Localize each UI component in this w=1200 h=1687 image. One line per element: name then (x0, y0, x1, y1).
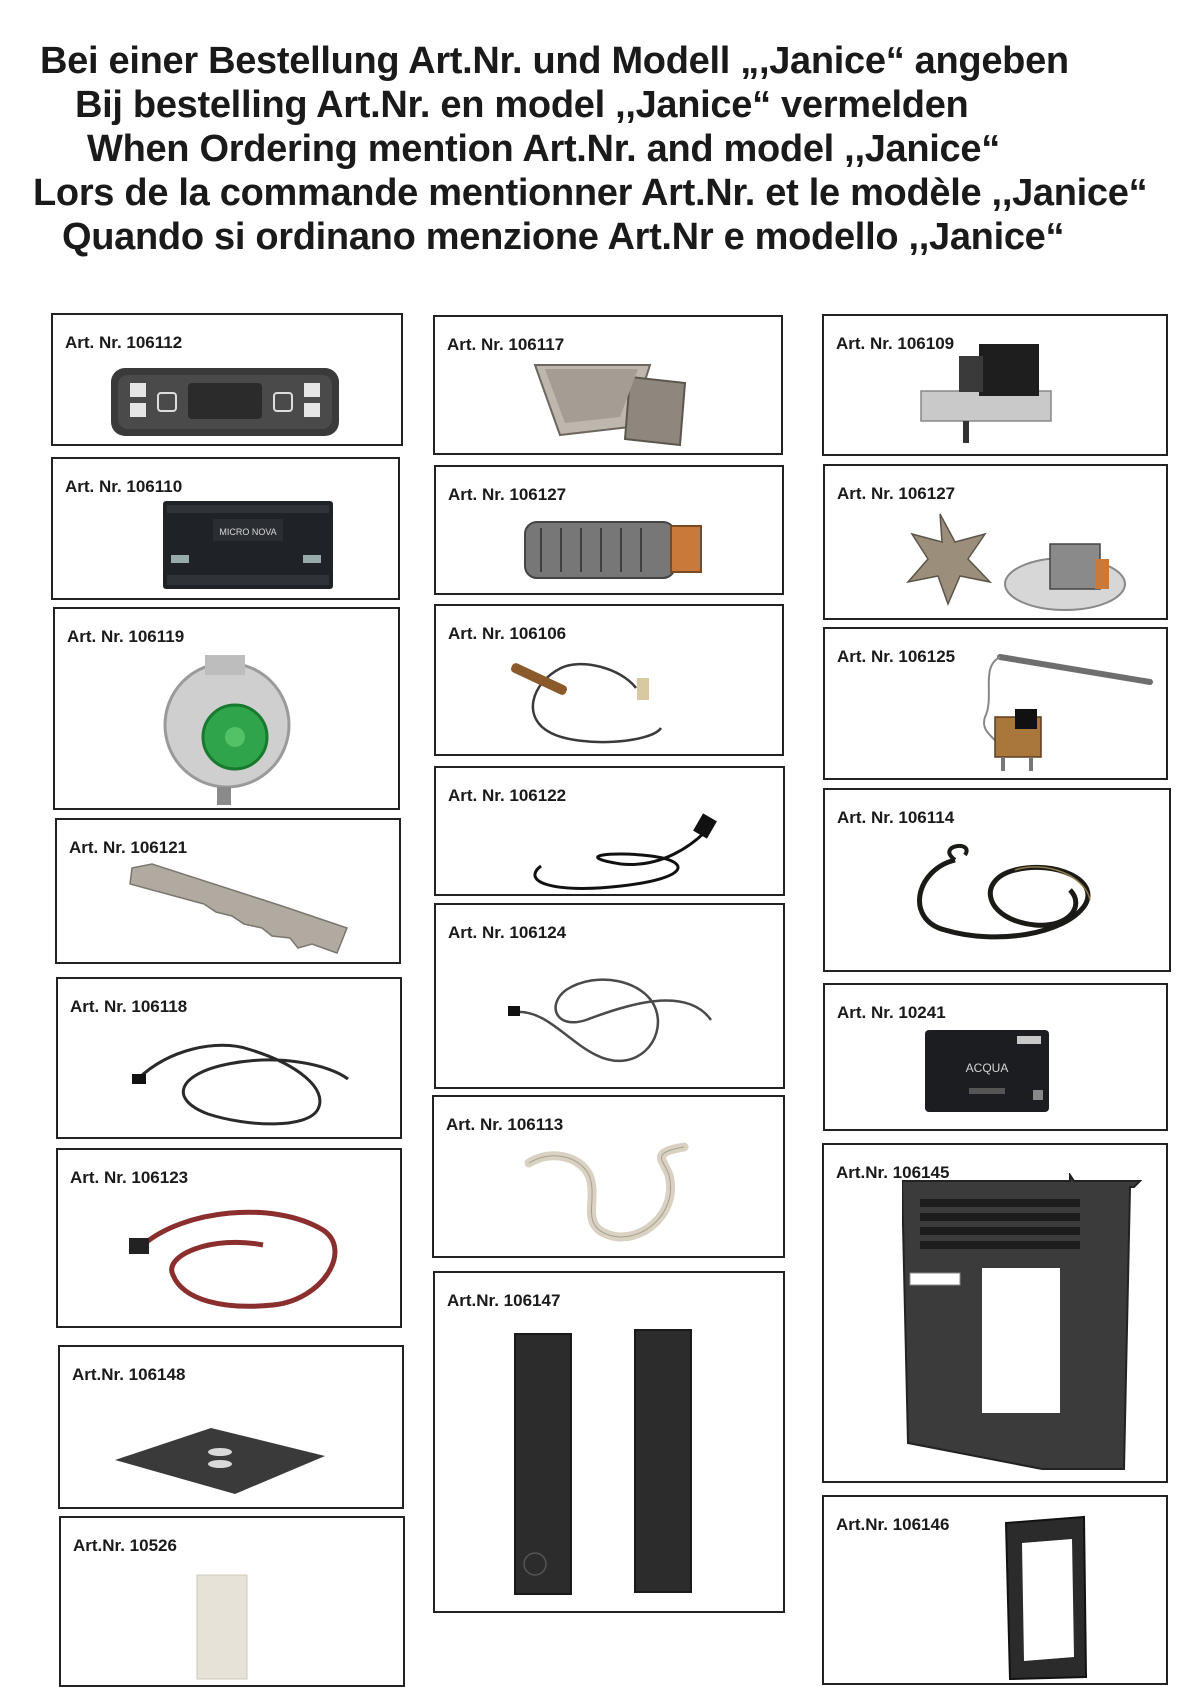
igniter-image (501, 648, 721, 753)
instruction-fr: Lors de la commande mentionner Art.Nr. et le modèle ,,Janice“ (33, 172, 1148, 214)
cover-plate-image (115, 1422, 345, 1502)
pressure-sensor-box-image (917, 1020, 1057, 1125)
part-number: Art. Nr. 106127 (837, 484, 956, 503)
power-cord-image (501, 806, 721, 896)
gasket-image (195, 1573, 250, 1683)
part-card-106118[interactable] (56, 977, 402, 1139)
part-card-106112[interactable] (51, 313, 403, 446)
part-number: Art. Nr. 106125 (837, 647, 956, 666)
part-number: Art. Nr. 106112 (65, 333, 183, 352)
part-card-106114[interactable] (823, 788, 1171, 972)
part-number: Art. Nr. 106106 (448, 624, 567, 643)
controller-brand-text: MICRO NOVA (219, 527, 277, 537)
part-card-106124[interactable] (434, 903, 785, 1089)
part-card-106127-fan[interactable] (823, 464, 1168, 620)
part-number: Art.Nr. 106148 (72, 1365, 186, 1384)
part-card-106122[interactable] (434, 766, 785, 896)
thermostat-image (975, 637, 1160, 777)
part-number: Art. Nr. 106121 (69, 838, 188, 857)
part-card-106110[interactable] (51, 457, 400, 600)
part-card-106106[interactable] (434, 604, 784, 756)
part-card-106147[interactable] (433, 1271, 785, 1613)
part-number: Art. Nr. 106113 (446, 1115, 564, 1134)
side-panels-image (505, 1328, 725, 1603)
part-number: Art. Nr. 106117 (447, 335, 565, 354)
tool-scraper-image (122, 858, 362, 963)
ribbon-cable-image (123, 1190, 363, 1325)
part-card-106127-blower[interactable] (434, 465, 784, 595)
part-number: Art.Nr. 106146 (836, 1515, 950, 1534)
part-card-106117[interactable] (433, 315, 783, 455)
control-panel-image (108, 365, 343, 440)
part-card-106146[interactable] (822, 1495, 1168, 1685)
part-card-10241[interactable] (823, 983, 1168, 1131)
instruction-de: Bei einer Bestellung Art.Nr. und Modell „,Janice“ angeben (40, 40, 1069, 82)
part-number: Art. Nr. 106110 (65, 477, 183, 496)
part-card-10526[interactable] (59, 1516, 405, 1687)
part-number: Art. Nr. 106123 (70, 1168, 189, 1187)
front-panel-image (902, 1173, 1152, 1478)
part-number: Art. Nr. 106109 (836, 334, 955, 353)
burn-pot-image (520, 357, 695, 452)
part-number: Art. Nr. 106119 (67, 627, 185, 646)
instruction-it: Quando si ordinano menzione Art.Nr e modello ,,Janice“ (62, 216, 1065, 258)
part-card-106119[interactable] (53, 607, 400, 810)
rope-gasket-image (519, 1135, 694, 1255)
part-number: Art.Nr. 106147 (447, 1291, 561, 1310)
door-seal-image (895, 830, 1115, 970)
exhaust-fan-image (900, 504, 1160, 619)
part-card-106121[interactable] (55, 818, 401, 964)
part-number: Art.Nr. 106145 (836, 1163, 950, 1182)
door-frame-image (1002, 1507, 1092, 1683)
part-card-106145[interactable] (822, 1143, 1168, 1483)
part-number: Art. Nr. 106122 (448, 786, 567, 805)
fan-brand-text: ACQUA (965, 1061, 1009, 1075)
pressure-switch-image (155, 647, 305, 807)
part-card-106123[interactable] (56, 1148, 402, 1328)
part-number: Art. Nr. 106114 (837, 808, 955, 827)
sensor-cable-image (506, 950, 726, 1080)
instruction-en: When Ordering mention Art.Nr. and model ,,Janice“ (87, 128, 1000, 170)
part-number: Art. Nr. 106127 (448, 485, 567, 504)
part-number: Art.Nr. 10526 (73, 1536, 177, 1555)
part-card-106125[interactable] (823, 627, 1168, 780)
tangential-fan-image (521, 512, 711, 592)
part-number: Art. Nr. 106124 (448, 923, 567, 942)
instruction-nl: Bij bestelling Art.Nr. en model ,,Janice“ vermelden (75, 84, 969, 126)
part-number: Art. Nr. 106118 (70, 997, 188, 1016)
part-card-106148[interactable] (58, 1345, 404, 1509)
part-card-106113[interactable] (432, 1095, 785, 1258)
part-card-106109[interactable] (822, 314, 1168, 456)
control-board-image (153, 495, 348, 595)
cable-image (128, 1019, 358, 1134)
part-number: Art. Nr. 10241 (837, 1003, 946, 1022)
gear-motor-image (919, 336, 1079, 451)
